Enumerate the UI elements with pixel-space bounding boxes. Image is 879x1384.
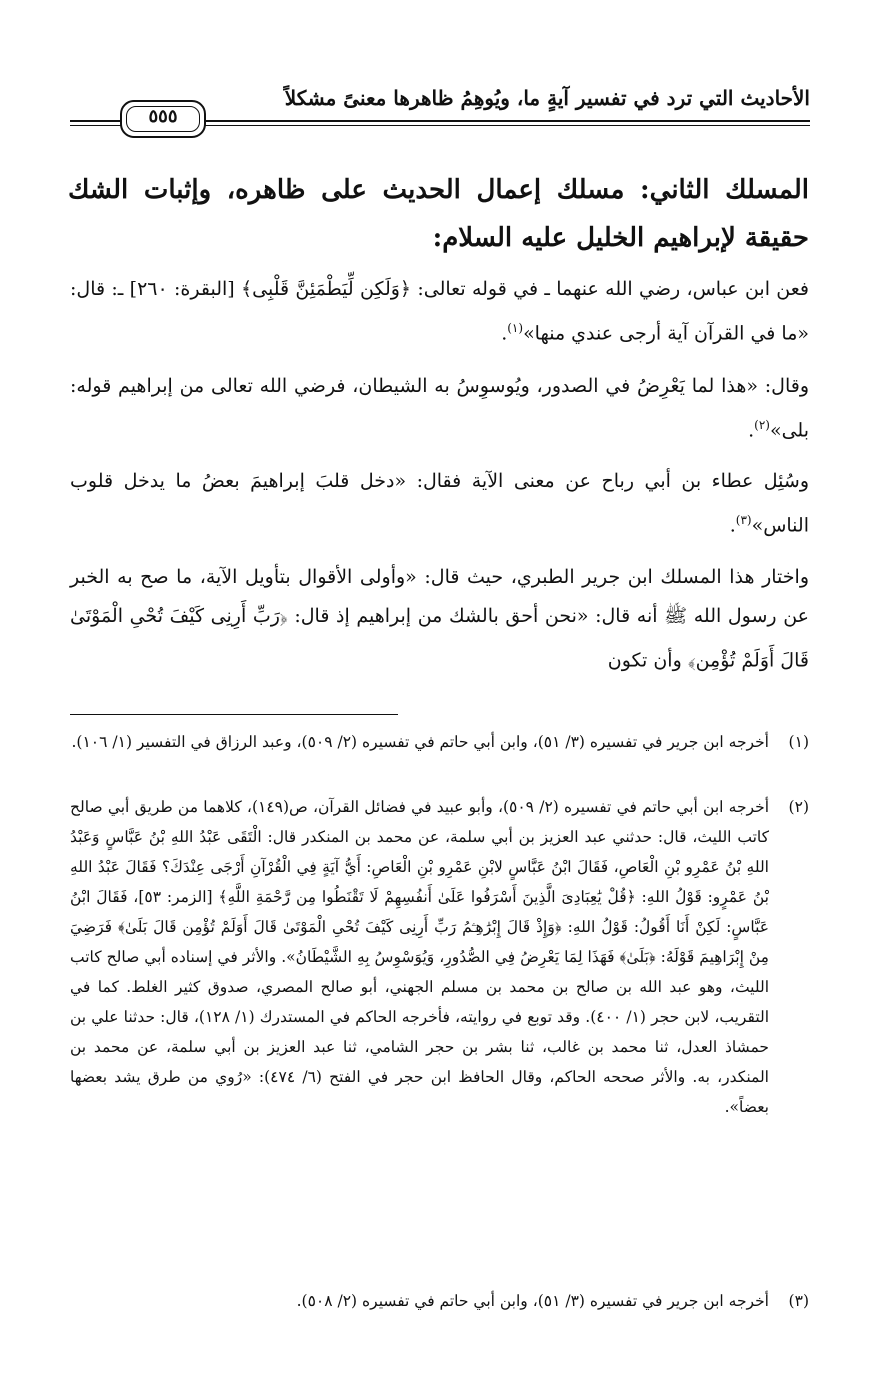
footnote-text: أخرجه ابن جرير في تفسيره (٣/ ٥١)، وابن أبي حاتم في تفسيره (٢/ ٥٠٨).: [296, 1292, 769, 1310]
footnote-ref[interactable]: (١): [507, 321, 524, 335]
footnote-divider: [70, 714, 398, 715]
footnote: [70, 792, 809, 1122]
paragraph-text: وسُئِل عطاء بن أبي رباح عن معنى الآية فقال: «دخل قلبَ إبراهيمَ بعضُ ما يدخل قلوب الناس»: [70, 470, 809, 537]
paragraph-text: واختار هذا المسلك ابن جرير الطبري، حيث قال: «وأولى الأقوال بتأويل الآية، ما صح به الخبر عن رسول الله ﷺ أنه قال: «نحن أحق بالشك من إبراهيم إذ قال: ﴿رَبِّ أَرِنِى كَيْفَ تُحْىِ الْمَوْتَىٰ قَالَ أَوَلَمْ تُؤْمِن﴾ وأن تكون: [70, 566, 809, 672]
body-paragraph: وقال: «هذا لما يَعْرِضُ في الصدور، ويُوسوِسُ به الشيطان، فرضي الله تعالى من إبراهيم قوله: بلى»$^{(٢)}$.: [70, 375, 809, 442]
page-number: ٥٥٥: [148, 106, 178, 127]
body-paragraph: [70, 558, 809, 680]
paragraph-text: فعن ابن عباس، رضي الله عنهما ـ في قوله تعالى: ﴿وَلَكِن لِّيَطْمَئِنَّ قَلْبِى﴾ [البقرة: ٢٦٠] ـ: قال: «ما في القرآن آية أرجى عندي منها»: [70, 278, 810, 345]
footnote: [70, 1286, 809, 1316]
footnote: [70, 727, 809, 757]
body-paragraph: فعن ابن عباس، رضي الله عنهما ـ في قوله تعالى: ﴿وَلَكِن لِّيَطْمَئِنَّ قَلْبِى﴾ [البقرة: ٢٦٠] ـ: قال: «ما في القرآن آية أرجى عندي منها»$^{(١)}$.: [70, 278, 810, 345]
body-paragraph: وسُئِل عطاء بن أبي رباح عن معنى الآية فقال: «دخل قلبَ إبراهيمَ بعضُ ما يدخل قلوب الناس»$^{(٣)}$.: [70, 470, 809, 537]
paragraph-text: وقال: «هذا لما يَعْرِضُ في الصدور، ويُوسوِسُ به الشيطان، فرضي الله تعالى من إبراهيم قوله: بلى»: [70, 375, 809, 442]
header-title: الأحاديث التي ترد في تفسير آيةٍ ما، ويُوهِمُ ظاهرها معنىً مشكلاً: [284, 86, 810, 110]
running-header: [70, 76, 810, 136]
footnote-number: (١): [788, 733, 809, 751]
footnote-ref[interactable]: (٣): [735, 513, 752, 527]
footnote-number: (٢): [788, 798, 809, 816]
footnote-text: أخرجه ابن جرير في تفسيره (٣/ ٥١)، وابن أبي حاتم في تفسيره (٢/ ٥٠٩)، وعبد الرزاق في التفسير (١/ ١٠٦).: [71, 733, 769, 751]
section-heading: المسلك الثاني: مسلك إعمال الحديث على ظاهره، وإثبات الشك حقيقة لإبراهيم الخليل عليه السلام:: [68, 175, 809, 253]
footnote-text: أخرجه ابن أبي حاتم في تفسيره (٢/ ٥٠٩)، وأبو عبيد في فضائل القرآن، ص(١٤٩)، كلاهما من طريق أبي صالح كاتب الليث، قال: حدثني عبد العزيز بن أبي سلمة، عن محمد بن المنكدر قال: الْتَقَى عَبْدُ اللهِ بْنُ عَبَّاسٍ وَعَبْدُ اللهِ بْنُ عَمْرِو بْنِ الْعَاصِ، فَقَالَ ابْنُ عَبَّاسٍ لابْنِ عَمْرِو بْنِ الْعَاصِ: أَيُّ آيَةٍ فِي الْقُرْآنِ أَرْجَى عِنْدَكَ؟ فَقَالَ عَبْدُ اللهِ بْنُ عَمْرٍو: قَوْلُ اللهِ: ﴿قُلْ يَٰعِبَادِىَ الَّذِينَ أَسْرَفُوا عَلَىٰ أَنفُسِهِمْ لَا تَقْنَطُوا مِن رَّحْمَةِ اللَّهِ﴾ [الزمر: ٥٣]، فَقَالَ ابْنُ عَبَّاسٍ: لَكِنْ أَنَا أَقُولُ: قَوْلُ اللهِ: ﴿وَإِذْ قَالَ إِبْرَٰهِـۧمُ رَبِّ أَرِنِى كَيْفَ تُحْىِ الْمَوْتَىٰ قَالَ أَوَلَمْ تُؤْمِن قَالَ بَلَىٰ﴾ فَرَضِيَ مِنْ إِبْرَاهِيمَ قَوْلَهُ: ﴿بَلَىٰ﴾ فَهَذَا لِمَا يَعْرِضُ فِي الصُّدُورِ، وَيُوَسْوِسُ بِهِ الشَّيْطَانُ». والأثر في إسناده أبي صالح كاتب الليث، وهو عبد الله بن صالح بن محمد بن مسلم الجهني، أبو صالح المصري، صدوق كثير الغلط. كما في التقريب، لابن حجر (١/ ٤٠٠). وقد توبع في روايته، فأخرجه الحاكم في المستدرك (١/ ١٢٨)، قال: حدثنا علي بن حمشاذ العدل، ثنا محمد بن غالب، ثنا بشر بن حجر الشامي، ثنا عبد العزيز بن أبي سلمة، عن محمد بن المنكدر، به. والأثر صححه الحاكم، وقال الحافظ ابن حجر في الفتح (٦/ ٤٧٤): «رُوي من طرق يشد بعضها بعضاً».: [70, 798, 770, 1116]
footnote-number: (٣): [788, 1292, 809, 1310]
page-number-frame: [120, 100, 206, 138]
footnote-ref[interactable]: (٢): [754, 418, 770, 432]
